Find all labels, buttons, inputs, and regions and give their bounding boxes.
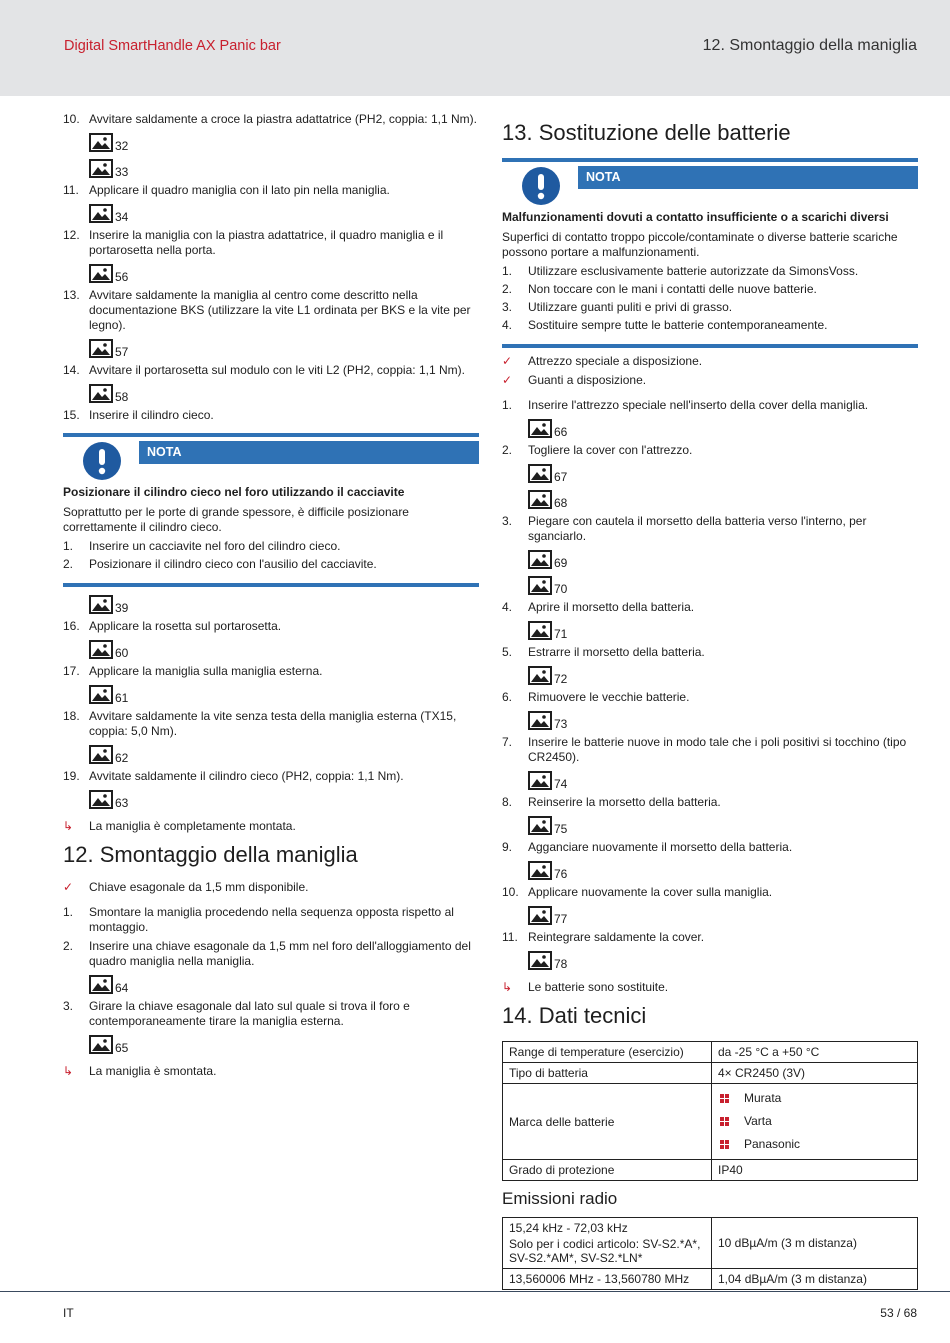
brand-name: Varta xyxy=(744,1114,772,1128)
image-icon xyxy=(89,133,113,152)
figure-ref xyxy=(63,743,479,766)
subsection-heading: Emissioni radio xyxy=(502,1189,618,1208)
step-number: 5. xyxy=(502,645,513,659)
step-text: Agganciare nuovamente il morsetto della batteria. xyxy=(528,840,793,854)
table-row xyxy=(503,1269,918,1290)
table-value: IP40 xyxy=(712,1160,918,1181)
step xyxy=(502,930,918,945)
figure-ref xyxy=(502,769,918,792)
note-item-text: Sostituire sempre tutte le batterie contemporaneamente. xyxy=(528,318,828,332)
result-line xyxy=(502,980,918,995)
figure-ref xyxy=(63,593,479,616)
image-icon xyxy=(528,711,552,730)
step-text: Inserire le batterie nuove in modo tale che i poli positivi si tocchino (tipo CR2450). xyxy=(528,735,907,764)
image-icon xyxy=(89,1035,113,1054)
figure-ref xyxy=(502,574,918,597)
figure-number: 70 xyxy=(554,581,568,596)
brand-name: Panasonic xyxy=(744,1137,801,1151)
step-text: Reintegrare saldamente la cover. xyxy=(528,930,705,944)
figure-ref xyxy=(502,619,918,642)
note-body: Soprattutto per le porte di grande spessore, è difficile posizionare correttamente il cilindro cieco. xyxy=(63,505,409,534)
image-icon xyxy=(89,640,113,659)
step-number: 13. xyxy=(63,288,80,302)
note-item-text: Non toccare con le mani i contatti delle nuove batterie. xyxy=(528,282,817,296)
figure-ref xyxy=(502,949,918,972)
table-row xyxy=(503,1218,918,1269)
image-icon xyxy=(89,975,113,994)
frequency-range: 13,560006 MHz - 13,560780 MHz xyxy=(509,1272,690,1286)
step-text: Applicare la rosetta sul portarosetta. xyxy=(89,619,282,633)
step xyxy=(63,769,479,784)
section-heading: 13. Sostituzione delle batterie xyxy=(502,120,791,145)
note-body: Superfici di contatto troppo piccole/contaminate o diverse batterie scariche possono portare a malfunzionamenti. xyxy=(502,230,898,259)
table-value: da -25 °C a +50 °C xyxy=(712,1042,918,1063)
figure-ref xyxy=(63,157,479,180)
table-value: 4× CR2450 (3V) xyxy=(712,1063,918,1084)
step-number: 11. xyxy=(502,930,518,944)
step-text: Avvitare saldamente a croce la piastra adattatrice (PH2, coppia: 1,1 Nm). xyxy=(89,112,477,126)
image-icon xyxy=(528,906,552,925)
square-bullet-icon xyxy=(720,1117,729,1130)
image-icon xyxy=(528,490,552,509)
note-item-number: 2. xyxy=(63,557,74,571)
step xyxy=(63,183,479,198)
image-icon xyxy=(89,745,113,764)
step-text: Piegare con cautela il morsetto della batteria verso l'interno, per sganciarlo. xyxy=(528,514,867,543)
figure-ref xyxy=(63,973,479,996)
step-text: Smontare la maniglia procedendo nella sequenza opposta rispetto al montaggio. xyxy=(89,905,454,934)
table-key: Grado di protezione xyxy=(503,1160,712,1181)
note-item-text: Inserire un cacciavite nel foro del cilindro cieco. xyxy=(89,539,341,553)
list-item xyxy=(718,1133,911,1156)
step-text: Avvitare saldamente la maniglia al centro come descritto nella documentazione BKS (utilizzare la vite L1 ordinata per BKS e la vite per legno). xyxy=(89,288,471,332)
exclamation-icon xyxy=(82,441,122,481)
image-icon xyxy=(528,550,552,569)
note-item-number: 4. xyxy=(502,318,513,332)
image-icon xyxy=(528,419,552,438)
image-icon xyxy=(89,685,113,704)
exclamation-icon xyxy=(521,166,561,206)
article-codes: Solo per i codici articolo: SV-S2.*A*, SV-S2.*AM*, SV-S2.*LN* xyxy=(509,1237,701,1265)
arrow-result-icon: ↳ xyxy=(502,980,513,994)
note-header xyxy=(63,437,479,485)
figure-number: 65 xyxy=(115,1040,129,1055)
figure-number: 60 xyxy=(115,645,129,660)
note-item xyxy=(502,282,918,297)
figure-number: 39 xyxy=(115,600,129,615)
prerequisite-text: Attrezzo speciale a disposizione. xyxy=(528,354,703,368)
figure-ref xyxy=(63,131,479,154)
note-box xyxy=(502,158,918,348)
table-row xyxy=(503,1084,918,1160)
prerequisite-item xyxy=(63,880,479,895)
figure-number: 67 xyxy=(554,469,568,484)
step xyxy=(63,664,479,679)
step-text: Estrarre il morsetto della batteria. xyxy=(528,645,705,659)
figure-number: 78 xyxy=(554,956,568,971)
figure-ref xyxy=(502,814,918,837)
step xyxy=(63,112,479,127)
table-key: Tipo di batteria xyxy=(503,1063,712,1084)
prerequisite-item xyxy=(502,373,918,388)
step xyxy=(502,600,918,615)
step-number: 2. xyxy=(63,939,74,953)
figure-number: 68 xyxy=(554,495,568,510)
battery-brand-list xyxy=(718,1087,911,1156)
right-column xyxy=(502,112,918,1290)
figure-number: 76 xyxy=(554,866,568,881)
figure-number: 77 xyxy=(554,911,568,926)
table-key xyxy=(503,1269,712,1290)
step-text: Rimuovere le vecchie batterie. xyxy=(528,690,690,704)
step xyxy=(63,939,479,969)
step-number: 10. xyxy=(502,885,519,899)
step-number: 9. xyxy=(502,840,513,854)
list-item xyxy=(718,1087,911,1110)
figure-number: 61 xyxy=(115,690,129,705)
left-column xyxy=(63,112,479,1083)
step xyxy=(502,735,918,765)
note-item xyxy=(502,300,918,315)
note-item xyxy=(502,318,918,333)
step-number: 3. xyxy=(502,514,513,528)
step-number: 2. xyxy=(502,443,513,457)
technical-data-table xyxy=(502,1041,918,1181)
step-text: Girare la chiave esagonale dal lato sul quale si trova il foro e contemporaneamente tirare la maniglia esterna. xyxy=(89,999,410,1028)
image-icon xyxy=(89,264,113,283)
prerequisite-text: Chiave esagonale da 1,5 mm disponibile. xyxy=(89,880,309,894)
figure-ref xyxy=(502,548,918,571)
figure-number: 66 xyxy=(554,424,568,439)
figure-number: 71 xyxy=(554,626,568,641)
arrow-result-icon: ↳ xyxy=(63,819,74,833)
step-number: 18. xyxy=(63,709,80,723)
note-label: NOTA xyxy=(578,166,918,189)
note-title: Malfunzionamenti dovuti a contatto insufficiente o a scarichi diversi xyxy=(502,210,889,224)
footer-divider xyxy=(0,1291,950,1292)
image-icon xyxy=(528,816,552,835)
figure-ref xyxy=(502,709,918,732)
result-text: La maniglia è completamente montata. xyxy=(89,819,296,833)
square-bullet-icon xyxy=(720,1140,729,1153)
note-icon xyxy=(82,441,122,486)
step-number: 6. xyxy=(502,690,513,704)
figure-number: 33 xyxy=(115,164,129,179)
result-text: La maniglia è smontata. xyxy=(89,1064,217,1078)
section-title: 12. Smontaggio della maniglia xyxy=(702,37,917,54)
image-icon xyxy=(528,771,552,790)
image-icon xyxy=(89,159,113,178)
check-icon: ✓ xyxy=(63,880,74,894)
step-number: 15. xyxy=(63,408,80,422)
note-item-number: 2. xyxy=(502,282,513,296)
table-key xyxy=(503,1218,712,1269)
radio-emissions-table xyxy=(502,1217,918,1290)
image-icon xyxy=(528,666,552,685)
image-icon xyxy=(528,464,552,483)
note-item-number: 1. xyxy=(502,264,513,278)
table-row xyxy=(503,1063,918,1084)
figure-ref xyxy=(502,904,918,927)
step xyxy=(63,619,479,634)
step-number: 12. xyxy=(63,228,80,242)
step xyxy=(502,645,918,660)
step-number: 17. xyxy=(63,664,80,678)
step-number: 4. xyxy=(502,600,513,614)
note-item-number: 1. xyxy=(63,539,74,553)
frequency-range: 15,24 kHz - 72,03 kHz xyxy=(509,1221,628,1235)
note-box xyxy=(63,433,479,587)
note-title: Posizionare il cilindro cieco nel foro utilizzando il cacciavite xyxy=(63,485,405,499)
figure-number: 62 xyxy=(115,750,129,765)
figure-ref xyxy=(63,202,479,225)
table-row xyxy=(503,1160,918,1181)
step-number: 1. xyxy=(502,398,513,412)
step-text: Avvitare il portarosetta sul modulo con le viti L2 (PH2, coppia: 1,1 Nm). xyxy=(89,363,465,377)
footer-language: IT xyxy=(63,1306,74,1320)
image-icon xyxy=(89,790,113,809)
step-number: 19. xyxy=(63,769,80,783)
figure-ref xyxy=(63,1033,479,1056)
note-header xyxy=(502,162,918,210)
product-title: Digital SmartHandle AX Panic bar xyxy=(64,38,281,54)
figure-number: 64 xyxy=(115,980,129,995)
figure-ref xyxy=(502,462,918,485)
image-icon xyxy=(89,595,113,614)
step-text: Reinserire la morsetto della batteria. xyxy=(528,795,721,809)
table-value xyxy=(712,1084,918,1160)
figure-number: 32 xyxy=(115,138,129,153)
step xyxy=(502,514,918,544)
step xyxy=(502,398,918,413)
check-icon: ✓ xyxy=(502,354,513,368)
step xyxy=(63,905,479,935)
note-item-text: Posizionare il cilindro cieco con l'ausilio del cacciavite. xyxy=(89,557,377,571)
step xyxy=(63,709,479,739)
figure-ref xyxy=(502,417,918,440)
step-number: 14. xyxy=(63,363,80,377)
figure-number: 63 xyxy=(115,795,129,810)
step-text: Inserire il cilindro cieco. xyxy=(89,408,214,422)
prerequisite-text: Guanti a disposizione. xyxy=(528,373,647,387)
step-text: Applicare la maniglia sulla maniglia esterna. xyxy=(89,664,323,678)
step-text: Avvitare saldamente la vite senza testa della maniglia esterna (TX15, coppia: 5,0 Nm). xyxy=(89,709,457,738)
table-key: Range di temperature (esercizio) xyxy=(503,1042,712,1063)
table-value: 1,04 dBµA/m (3 m distanza) xyxy=(712,1269,918,1290)
figure-ref xyxy=(63,262,479,285)
result-line xyxy=(63,1064,479,1079)
arrow-result-icon: ↳ xyxy=(63,1064,74,1078)
note-icon xyxy=(521,166,561,211)
step-number: 11. xyxy=(63,183,79,197)
step-number: 7. xyxy=(502,735,513,749)
result-line xyxy=(63,819,479,834)
table-row xyxy=(503,1042,918,1063)
check-icon: ✓ xyxy=(502,373,513,387)
figure-number: 75 xyxy=(554,821,568,836)
figure-number: 34 xyxy=(115,209,129,224)
figure-ref xyxy=(63,337,479,360)
note-item-text: Utilizzare esclusivamente batterie autorizzate da SimonsVoss. xyxy=(528,264,859,278)
image-icon xyxy=(528,861,552,880)
footer-page-number: 53 / 68 xyxy=(880,1306,917,1320)
note-item xyxy=(63,557,479,572)
figure-number: 57 xyxy=(115,344,129,359)
figure-ref xyxy=(63,638,479,661)
figure-ref xyxy=(63,788,479,811)
step xyxy=(63,363,479,378)
figure-ref xyxy=(63,683,479,706)
brand-name: Murata xyxy=(744,1091,782,1105)
step-number: 1. xyxy=(63,905,74,919)
step-text: Applicare il quadro maniglia con il lato pin nella maniglia. xyxy=(89,183,390,197)
step xyxy=(63,228,479,258)
note-item-number: 3. xyxy=(502,300,513,314)
page-header xyxy=(0,0,950,96)
note-item xyxy=(63,539,479,554)
figure-number: 69 xyxy=(554,555,568,570)
step-text: Applicare nuovamente la cover sulla maniglia. xyxy=(528,885,773,899)
figure-number: 58 xyxy=(115,389,129,404)
figure-number: 74 xyxy=(554,776,568,791)
figure-ref xyxy=(502,664,918,687)
note-item-text: Utilizzare guanti puliti e privi di grasso. xyxy=(528,300,733,314)
step-number: 16. xyxy=(63,619,80,633)
image-icon xyxy=(528,576,552,595)
step-text: Inserire una chiave esagonale da 1,5 mm nel foro dell'alloggiamento del quadro maniglia nella maniglia. xyxy=(89,939,471,968)
image-icon xyxy=(89,384,113,403)
step xyxy=(502,690,918,705)
result-text: Le batterie sono sostituite. xyxy=(528,980,669,994)
step-number: 3. xyxy=(63,999,74,1013)
step-text: Aprire il morsetto della batteria. xyxy=(528,600,695,614)
list-item xyxy=(718,1110,911,1133)
square-bullet-icon xyxy=(720,1094,729,1107)
note-item xyxy=(502,264,918,279)
figure-ref xyxy=(502,488,918,511)
table-value: 10 dBµA/m (3 m distanza) xyxy=(712,1218,918,1269)
figure-number: 56 xyxy=(115,269,129,284)
step xyxy=(63,408,479,423)
step-text: Avvitate saldamente il cilindro cieco (PH2, coppia: 1,1 Nm). xyxy=(89,769,404,783)
prerequisite-item xyxy=(502,354,918,369)
section-heading: 12. Smontaggio della maniglia xyxy=(63,842,358,867)
figure-number: 72 xyxy=(554,671,568,686)
step xyxy=(63,999,479,1029)
step xyxy=(502,885,918,900)
step-text: Togliere la cover con l'attrezzo. xyxy=(528,443,693,457)
step-text: Inserire la maniglia con la piastra adattatrice, il quadro maniglia e il portarosetta nella porta. xyxy=(89,228,444,257)
table-key: Marca delle batterie xyxy=(503,1084,712,1160)
figure-ref xyxy=(502,859,918,882)
step-number: 10. xyxy=(63,112,80,126)
image-icon xyxy=(528,951,552,970)
figure-number: 73 xyxy=(554,716,568,731)
image-icon xyxy=(528,621,552,640)
note-label: NOTA xyxy=(139,441,479,464)
step xyxy=(502,443,918,458)
step-text: Inserire l'attrezzo speciale nell'inserto della cover della maniglia. xyxy=(528,398,869,412)
step xyxy=(502,840,918,855)
step-number: 8. xyxy=(502,795,513,809)
image-icon xyxy=(89,204,113,223)
step xyxy=(502,795,918,810)
image-icon xyxy=(89,339,113,358)
section-heading: 14. Dati tecnici xyxy=(502,1003,647,1028)
step xyxy=(63,288,479,333)
figure-ref xyxy=(63,382,479,405)
